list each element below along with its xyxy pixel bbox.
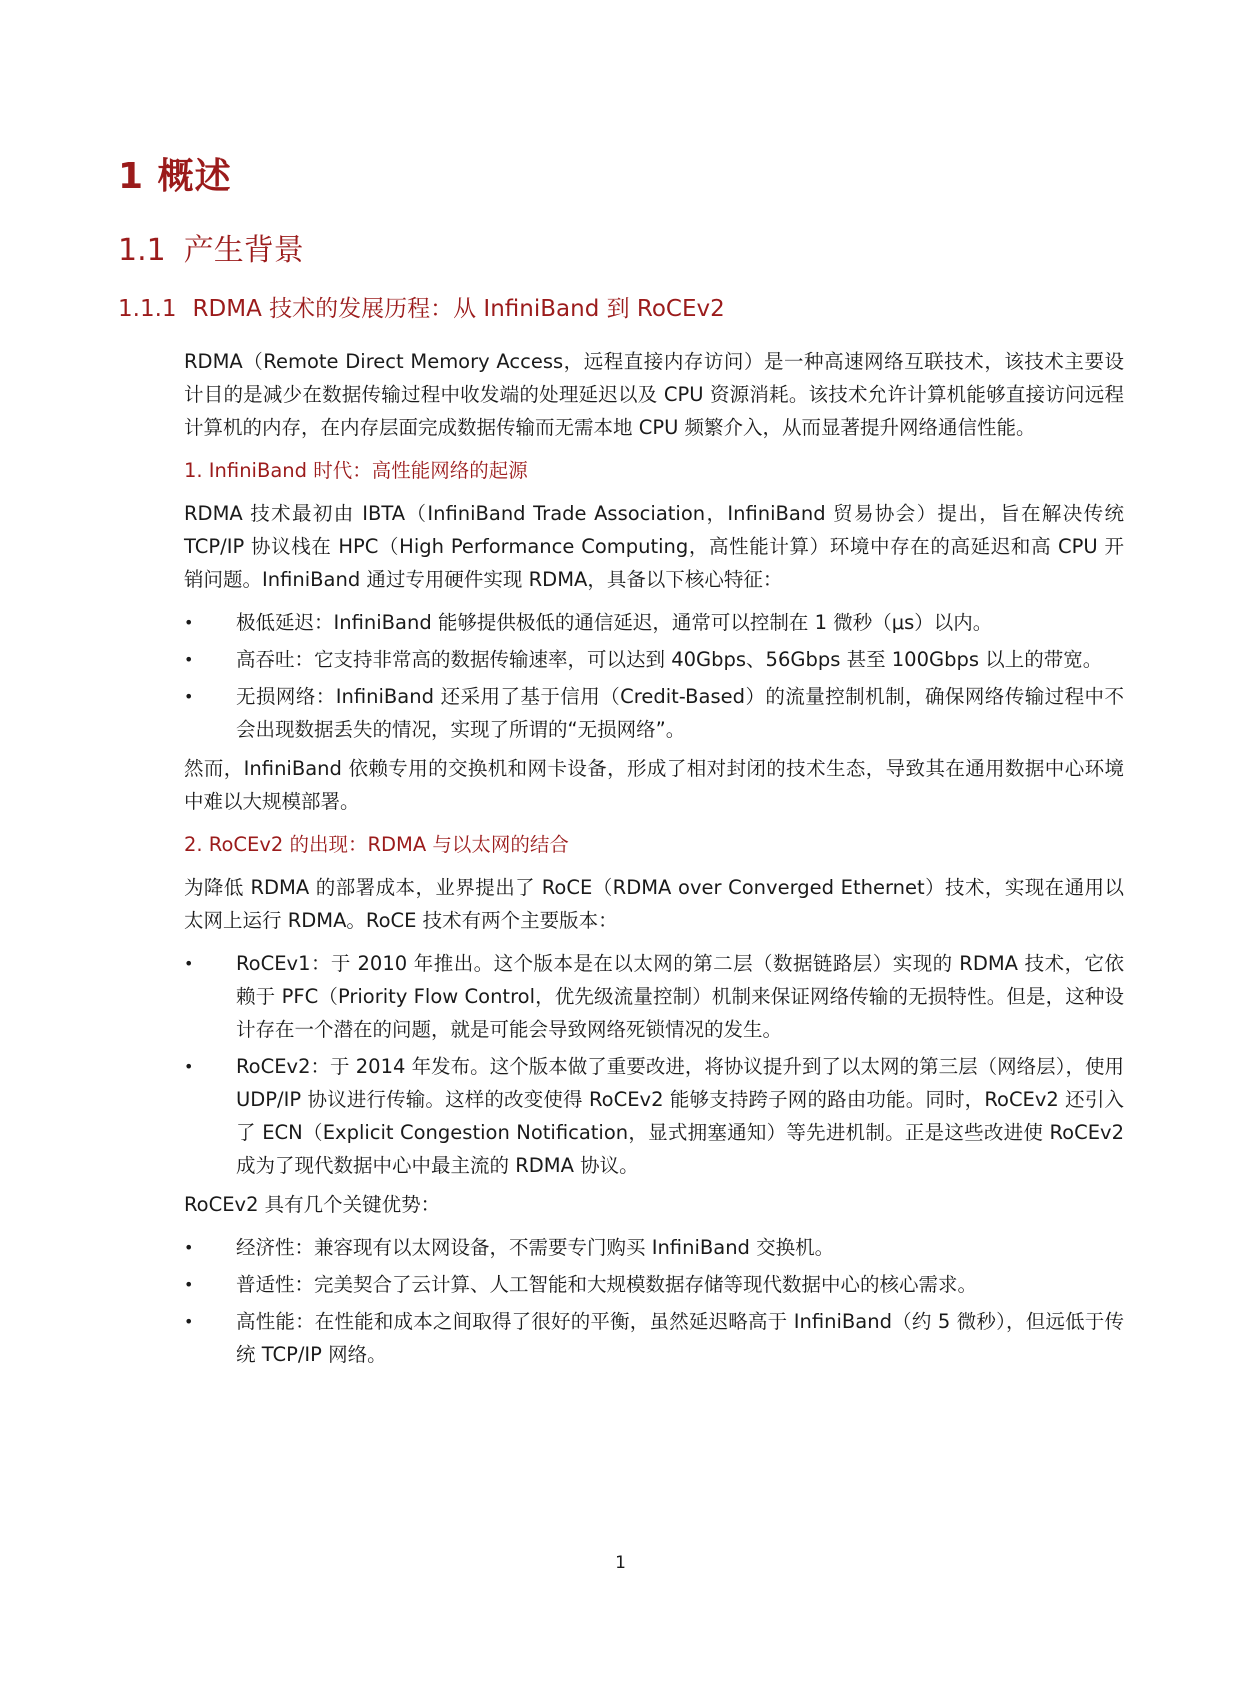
list-item xyxy=(184,606,1124,639)
list-item-text: 高吞吐：它支持非常高的数据传输速率，可以达到 40Gbps、56Gbps 甚至 100Gbps 以上的带宽。 xyxy=(236,648,1103,671)
part2-heading: 2. RoCEv2 的出现：RDMA 与以太网的结合 xyxy=(184,833,569,856)
section-title: 产生背景 xyxy=(183,233,304,268)
list-item-text: 高性能：在性能和成本之间取得了很好的平衡，虽然延迟略高于 InfiniBand（约 5 微秒），但远低于传统 TCP/IP 网络。 xyxy=(236,1310,1124,1366)
list-item-text: RoCEv1：于 2010 年推出。这个版本是在以太网的第二层（数据链路层）实现的 RDMA 技术，它依赖于 PFC（Priority Flow Control，优先级流量控制）机制来保证网络传输的无损特性。但是，这种设计存在一个潜在的问题，就是可能会导致网络死锁情况的发生。 xyxy=(236,952,1124,1041)
list-item xyxy=(184,1268,1124,1301)
body-text xyxy=(184,345,1124,1377)
subsection-number: 1.1.1 xyxy=(118,296,177,322)
list-item-text: RoCEv2：于 2014 年发布。这个版本做了重要改进，将协议提升到了以太网的第三层（网络层），使用 UDP/IP 协议进行传输。这样的改变使得 RoCEv2 能够支持跨子网的路由功能。同时，RoCEv2 还引入了 ECN（Explicit Congestion Notification，显式拥塞通知）等先进机制。正是这些改进使 RoCEv2 成为了现代数据中心中最主流的 RDMA 协议。 xyxy=(236,1055,1124,1177)
list-item-text: 无损网络：InfiniBand 还采用了基于信用（Credit-Based）的流量控制机制，确保网络传输过程中不会出现数据丢失的情况，实现了所谓的“无损网络”。 xyxy=(236,685,1124,741)
bullet-icon: • xyxy=(184,954,194,973)
list-item xyxy=(184,1050,1124,1182)
bullet-icon: • xyxy=(184,1312,194,1331)
list-item xyxy=(184,680,1124,746)
list-item xyxy=(184,1305,1124,1371)
bullet-icon: • xyxy=(184,1275,194,1294)
bullet-icon: • xyxy=(184,687,194,706)
part2-version-list xyxy=(184,947,1124,1182)
page-number: 1 xyxy=(615,1553,626,1573)
bullet-icon: • xyxy=(184,1057,194,1076)
intro-paragraph: RDMA（Remote Direct Memory Access，远程直接内存访问）是一种高速网络互联技术，该技术主要设计目的是减少在数据传输过程中收发端的处理延迟以及 CPU 资源消耗。该技术允许计算机能够直接访问远程计算机的内存，在内存层面完成数据传输而无需本地 CPU 频繁介入，从而显著提升网络通信性能。 xyxy=(184,350,1124,439)
subsection-heading xyxy=(118,290,725,323)
advantages-intro: RoCEv2 具有几个关键优势： xyxy=(184,1193,441,1216)
advantages-list xyxy=(184,1231,1124,1371)
list-item xyxy=(184,947,1124,1046)
bullet-icon: • xyxy=(184,613,194,632)
list-item-text: 经济性：兼容现有以太网设备，不需要专门购买 InfiniBand 交换机。 xyxy=(236,1236,835,1259)
chapter-title: 1 概述 xyxy=(118,156,232,197)
list-item-text: 普适性：完美契合了云计算、人工智能和大规模数据存储等现代数据中心的核心需求。 xyxy=(236,1273,978,1296)
list-item xyxy=(184,1231,1124,1264)
section-heading xyxy=(118,225,304,269)
section-number: 1.1 xyxy=(118,233,166,268)
subsection-title: RDMA 技术的发展历程：从 InfiniBand 到 RoCEv2 xyxy=(192,296,725,322)
part1-feature-list xyxy=(184,606,1124,746)
bullet-icon: • xyxy=(184,1238,194,1257)
list-item-text: 极低延迟：InfiniBand 能够提供极低的通信延迟，通常可以控制在 1 微秒（μs）以内。 xyxy=(236,611,993,634)
bullet-icon: • xyxy=(184,650,194,669)
part1-closing-paragraph: 然而，InfiniBand 依赖专用的交换机和网卡设备，形成了相对封闭的技术生态，导致其在通用数据中心环境中难以大规模部署。 xyxy=(184,757,1124,813)
part2-paragraph: 为降低 RDMA 的部署成本，业界提出了 RoCE（RDMA over Converged Ethernet）技术，实现在通用以太网上运行 RDMA。RoCE 技术有两个主要版本： xyxy=(184,876,1124,932)
part1-paragraph: RDMA 技术最初由 IBTA（InfiniBand Trade Association，InfiniBand 贸易协会）提出，旨在解决传统 TCP/IP 协议栈在 HPC（High Performance Computing，高性能计算）环境中存在的高延迟和高 CPU 开销问题。InfiniBand 通过专用硬件实现 RDMA，具备以下核心特征： xyxy=(184,502,1124,591)
list-item xyxy=(184,643,1124,676)
part1-heading: 1. InfiniBand 时代：高性能网络的起源 xyxy=(184,459,528,482)
